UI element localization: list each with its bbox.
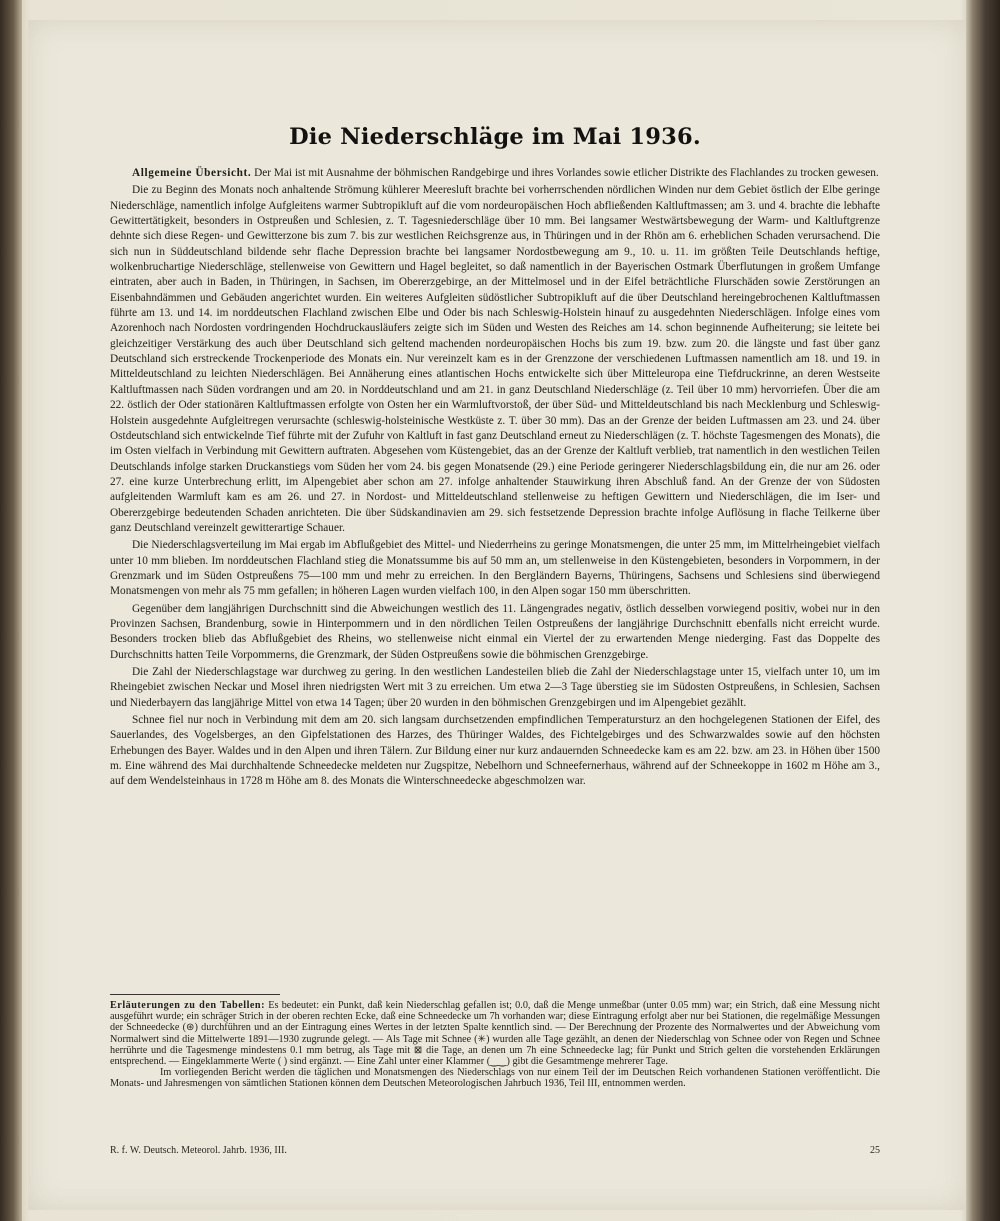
lead-text: Der Mai ist mit Ausnahme der böhmischen Randgebirge und ihres Vorlandes sowie etlicher Distrikte des Flachlandes zu trocken gewesen. — [251, 167, 879, 179]
page-content — [110, 118, 880, 790]
footnote-divider — [110, 994, 280, 995]
paragraph-distribution: Die Niederschlagsverteilung im Mai ergab im Abflußgebiet des Mittel- und Niederrheins zu geringe Monatsmengen, die unter 25 mm, im Mittelrheingebiet vielfach unter 10 mm blieben. Im norddeutschen Flachland stieg die Monatssumme bis auf 50 mm an, um stellenweise in den Küstengebieten, besonders in Vorpommern, in der Grenzmark und im Süden Ostpreußens 75—100 mm und mehr zu erreichen. In den Bergländern Bayerns, Thüringens, Sachsens und Schlesiens sind überwiegend Monatsmengen von mehr als 75 mm gefallen; in höheren Lagen wurden vielfach 100, in den Alpen sogar 150 mm überschritten. — [110, 539, 880, 598]
book-binding-edge — [0, 0, 22, 1221]
paragraph-deviations: Gegenüber dem langjährigen Durchschnitt sind die Abweichungen westlich des 11. Längengrades negativ, östlich desselben vorwiegend positiv, wobei nur in den Provinzen Sachsen, Brandenburg, sowie in Hinterpommern und in den nördlichen Teilen Ostpreußens der langjährige Durchschnitt ebenfalls nicht erreicht wurde. Besonders trocken blieb das Abflußgebiet des Rheins, wo stellenweise nicht einmal ein Viertel der zu erwartenden Menge niederging. Fast das Doppelte des Durchschnitts hatten Teile Vorpommerns, die Grenzmark, der Süden Ostpreußens sowie die böhmischen Grenzgebirge. — [110, 602, 880, 661]
footer-source: R. f. W. Deutsch. Meteorol. Jahrb. 1936, III. — [110, 1145, 287, 1156]
lead-label: Allgemeine Übersicht. — [132, 167, 252, 179]
paragraph-weather-course: Die zu Beginn des Monats noch anhaltende Strömung kühlerer Meeresluft brachte bei vorherrschenden nördlichen Winden nur dem Gebiet östlich der Elbe geringe Niederschläge, namentlich infolge Aufgleitens warmer Subtropikluft auf die vom nordeuropäischen Hoch abfließenden Kaltluftmassen; am 3. und 4. brachte die lebhafte Gewittertätigkeit, besonders in Ostpreußen und Schlesien, z. T. Tagesniederschläge über 10 mm. Bei langsamer Westwärtsbewegung der Warm- und Kaltluftgrenze dehnte sich diese Regen- und Gewitterzone bis zum 7. bis zur westlichen Reichsgrenze aus, in Thüringen und in der Rhön am 6. erheblichen Schaden verursachend. Die sich nun in Süddeutschland bildende sehr flache Depression brachte bei langsamer Nordostbewegung am 9., 10. u. 11. im größten Teile Deutschlands heftige, wolkenbruchartige Niederschläge, stellenweise von Gewittern und Hagel begleitet, so daß namentlich in der Bayerischen Ostmark Überflutungen in großem Umfange eintraten, aber auch in Baden, in Thüringen, in Sachsen, im Obererzgebirge, an der Mittelmosel und in der Eifel beträchtliche Flurschäden sowie Zerstörungen an Eisenbahndämmen und Gebäuden angerichtet wurden. Ein weiteres Aufgleiten südöstlicher Subtropikluft auf die über Deutschland hereingebrochenen Kaltluftmassen führte am 13. und 14. im norddeutschen Flachland zwischen Elbe und Oder bis nach Schleswig-Holstein hinauf zu ausgedehnten Niederschlägen. Infolge eines vom Azorenhoch nach Nordosten vordringenden Hochdruckausläufers zeigte sich im Süden und Westen des Reiches am 14. schon beginnende Aufheiterung; sie leitete bei gleichzeitiger Verstärkung des auch über Deutschland sich geltend machenden nordeuropäischen Hochs bis zum 19. bzw. zum 20. die längste und fast über ganz Deutschland sich erstreckende Trockenperiode des Monats ein. Nur vereinzelt kam es in der Grenzzone der verschiedenen Luftmassen namentlich am 18. und 19. in Mitteldeutschland zu leichten Niederschlägen. Bei Annäherung eines atlantischen Hochs entwickelte sich über Mitteleuropa eine Tiefdruckrinne, an deren Westseite Kaltluftmassen nach Süden vordrangen und am 20. in Norddeutschland und am 21. in ganz Deutschland Niederschläge (z. Teil über 10 mm) hervorriefen. Über die am 22. östlich der Oder stationären Kaltluftmassen erfolgte von Osten her ein Warmluftvorstoß, der über Süd- und Mitteldeutschland bis nach Mecklenburg und Schleswig-Holstein ausgedehnte Aufgleitregen verursachte (schleswig-holsteinische Westküste z. T. über 30 mm). Das an der Grenze der beiden Luftmassen am 23. und 24. über Ostdeutschland sich entwickelnde Tief führte mit der Zufuhr von Kaltluft in fast ganz Deutschland erneut zu Niederschlägen (z. T. höchste Tagesmengen des Monats), die im Osten vielfach in Verbindung mit Gewittern auftraten. Abgesehen vom Küstengebiet, das an der Grenze der Kaltluft verblieb, trat namentlich in den westlichen Teilen Deutschlands infolge starken Druckanstiegs vom Süden her vom 24. bis gegen Monatsende (29.) eine Periode geringerer Niederschlagsbildung ein, die nur am 26. oder 27. eine kurze Unterbrechung erlitt, im Alpengebiet aber schon am 27. infolge anhaltender Stauwirkung ihren Abschluß fand. An der Grenze der von Südosten aufgleitenden Warmluft kam es am 26. und 27. in Nordost- und Mitteldeutschland stellenweise zu heftigen Gewittern und Niederschlägen, die im Iser- und Obererzgebirge bedeutenden Schaden anrichteten. Die über Südskandinavien am 29. sich festsetzende Depression brachte infolge Auflösung in flache Teilkerne über ganz Deutschland vereinzelt gewitterartige Schauer. — [110, 184, 880, 534]
page-title: Die Niederschläge im Mai 1936. — [289, 124, 701, 150]
footnote — [110, 1000, 880, 1090]
footnote-text: Es bedeutet: ein Punkt, daß kein Niederschlag gefallen ist; 0.0, daß die Menge unmeßbar (unter 0.05 mm) war; ein Strich, daß eine Messung nicht ausgeführt wurde; ein schräger Strich in der oberen rechten Ecke, daß eine Schneedecke um 7h vorhanden war; diese Eintragung erfolgt aber nur bei Stationen, die regelmäßige Messungen der Schneedecke (⊛) durchführen und an der Eintragung eines Wertes in der letzten Spalte kenntlich sind. — Der Berechnung der Prozente des Normalwertes und der Abweichung vom Normalwert sind die Mittelwerte 1891—1930 zugrunde gelegt. — Als Tage mit Schnee (✳) wurden alle Tage gezählt, an denen der Niederschlag von Schnee oder von Regen und Schnee herrührte und die Tagesmenge mindestens 0.1 mm betrug, als Tage mit ⊠ die Tage, an denen um 7h eine Schneedecke lag; für Punkt und Strich gelten die vorstehenden Erklärungen entsprechend. — Eingeklammerte Werte ( ) sind ergänzt. — Eine Zahl unter einer Klammer (‿‿) gibt die Gesamtmenge mehrerer Tage. — [110, 1000, 880, 1068]
footnote-text-2: Im vorliegenden Bericht werden die täglichen und Monatsmengen des Niederschlags von nur einem Teil der im Deutschen Reich vorhandenen Stationen veröffentlicht. Die Monats- und Jahresmengen von sämtlichen Stationen können dem Deutschen Meteorologischen Jahrbuch 1936, Teil III, entnommen werden. — [110, 1067, 880, 1090]
paragraph-precipitation-days: Die Zahl der Niederschlagstage war durchweg zu gering. In den westlichen Landesteilen blieb die Zahl der Niederschlagstage unter 15, vielfach unter 10, um im Rheingebiet zwischen Neckar und Mosel ihren niedrigsten Wert mit 3 zu erreichen. Um etwa 2—3 Tage überstieg sie im Südosten Ostpreußens, in Schlesien, Sachsen und Niederbayern das langjährige Mittel von etwa 14 Tagen; über 20 wurden in den böhmischen Grenzgebirgen und im Alpengebiet gezählt. — [110, 666, 880, 709]
page-number: 25 — [870, 1145, 880, 1156]
lead-paragraph — [110, 166, 880, 181]
book-right-edge — [966, 0, 1000, 1221]
paragraph-snow: Schnee fiel nur noch in Verbindung mit dem am 20. sich langsam durchsetzenden empfindlichen Temperatursturz an den hochgelegenen Stationen der Eifel, des Sauerlandes, des Vogelsberges, an den Gipfelstationen des Harzes, des Thüringer Waldes, des Fichtelgebirges und des Schwarzwaldes sowie auf den höchsten Erhebungen des Bayer. Waldes und in den Alpen und ihren Tälern. Zur Bildung einer nur kurz andauernden Schneedecke kam es am 22. bzw. am 23. in Höhen über 1500 m. Eine während des Mai durchhaltende Schneedecke meldeten nur Zugspitze, Nebelhorn und Schneefernerhaus, während auf der Schneekoppe in 1602 m Höhe am 3., auf dem Wendelsteinhaus in 1728 m Höhe am 8. des Monats die Winterschneedecke abgeschmolzen war. — [110, 714, 880, 788]
footnote-label: Erläuterungen zu den Tabellen: — [110, 1000, 265, 1011]
